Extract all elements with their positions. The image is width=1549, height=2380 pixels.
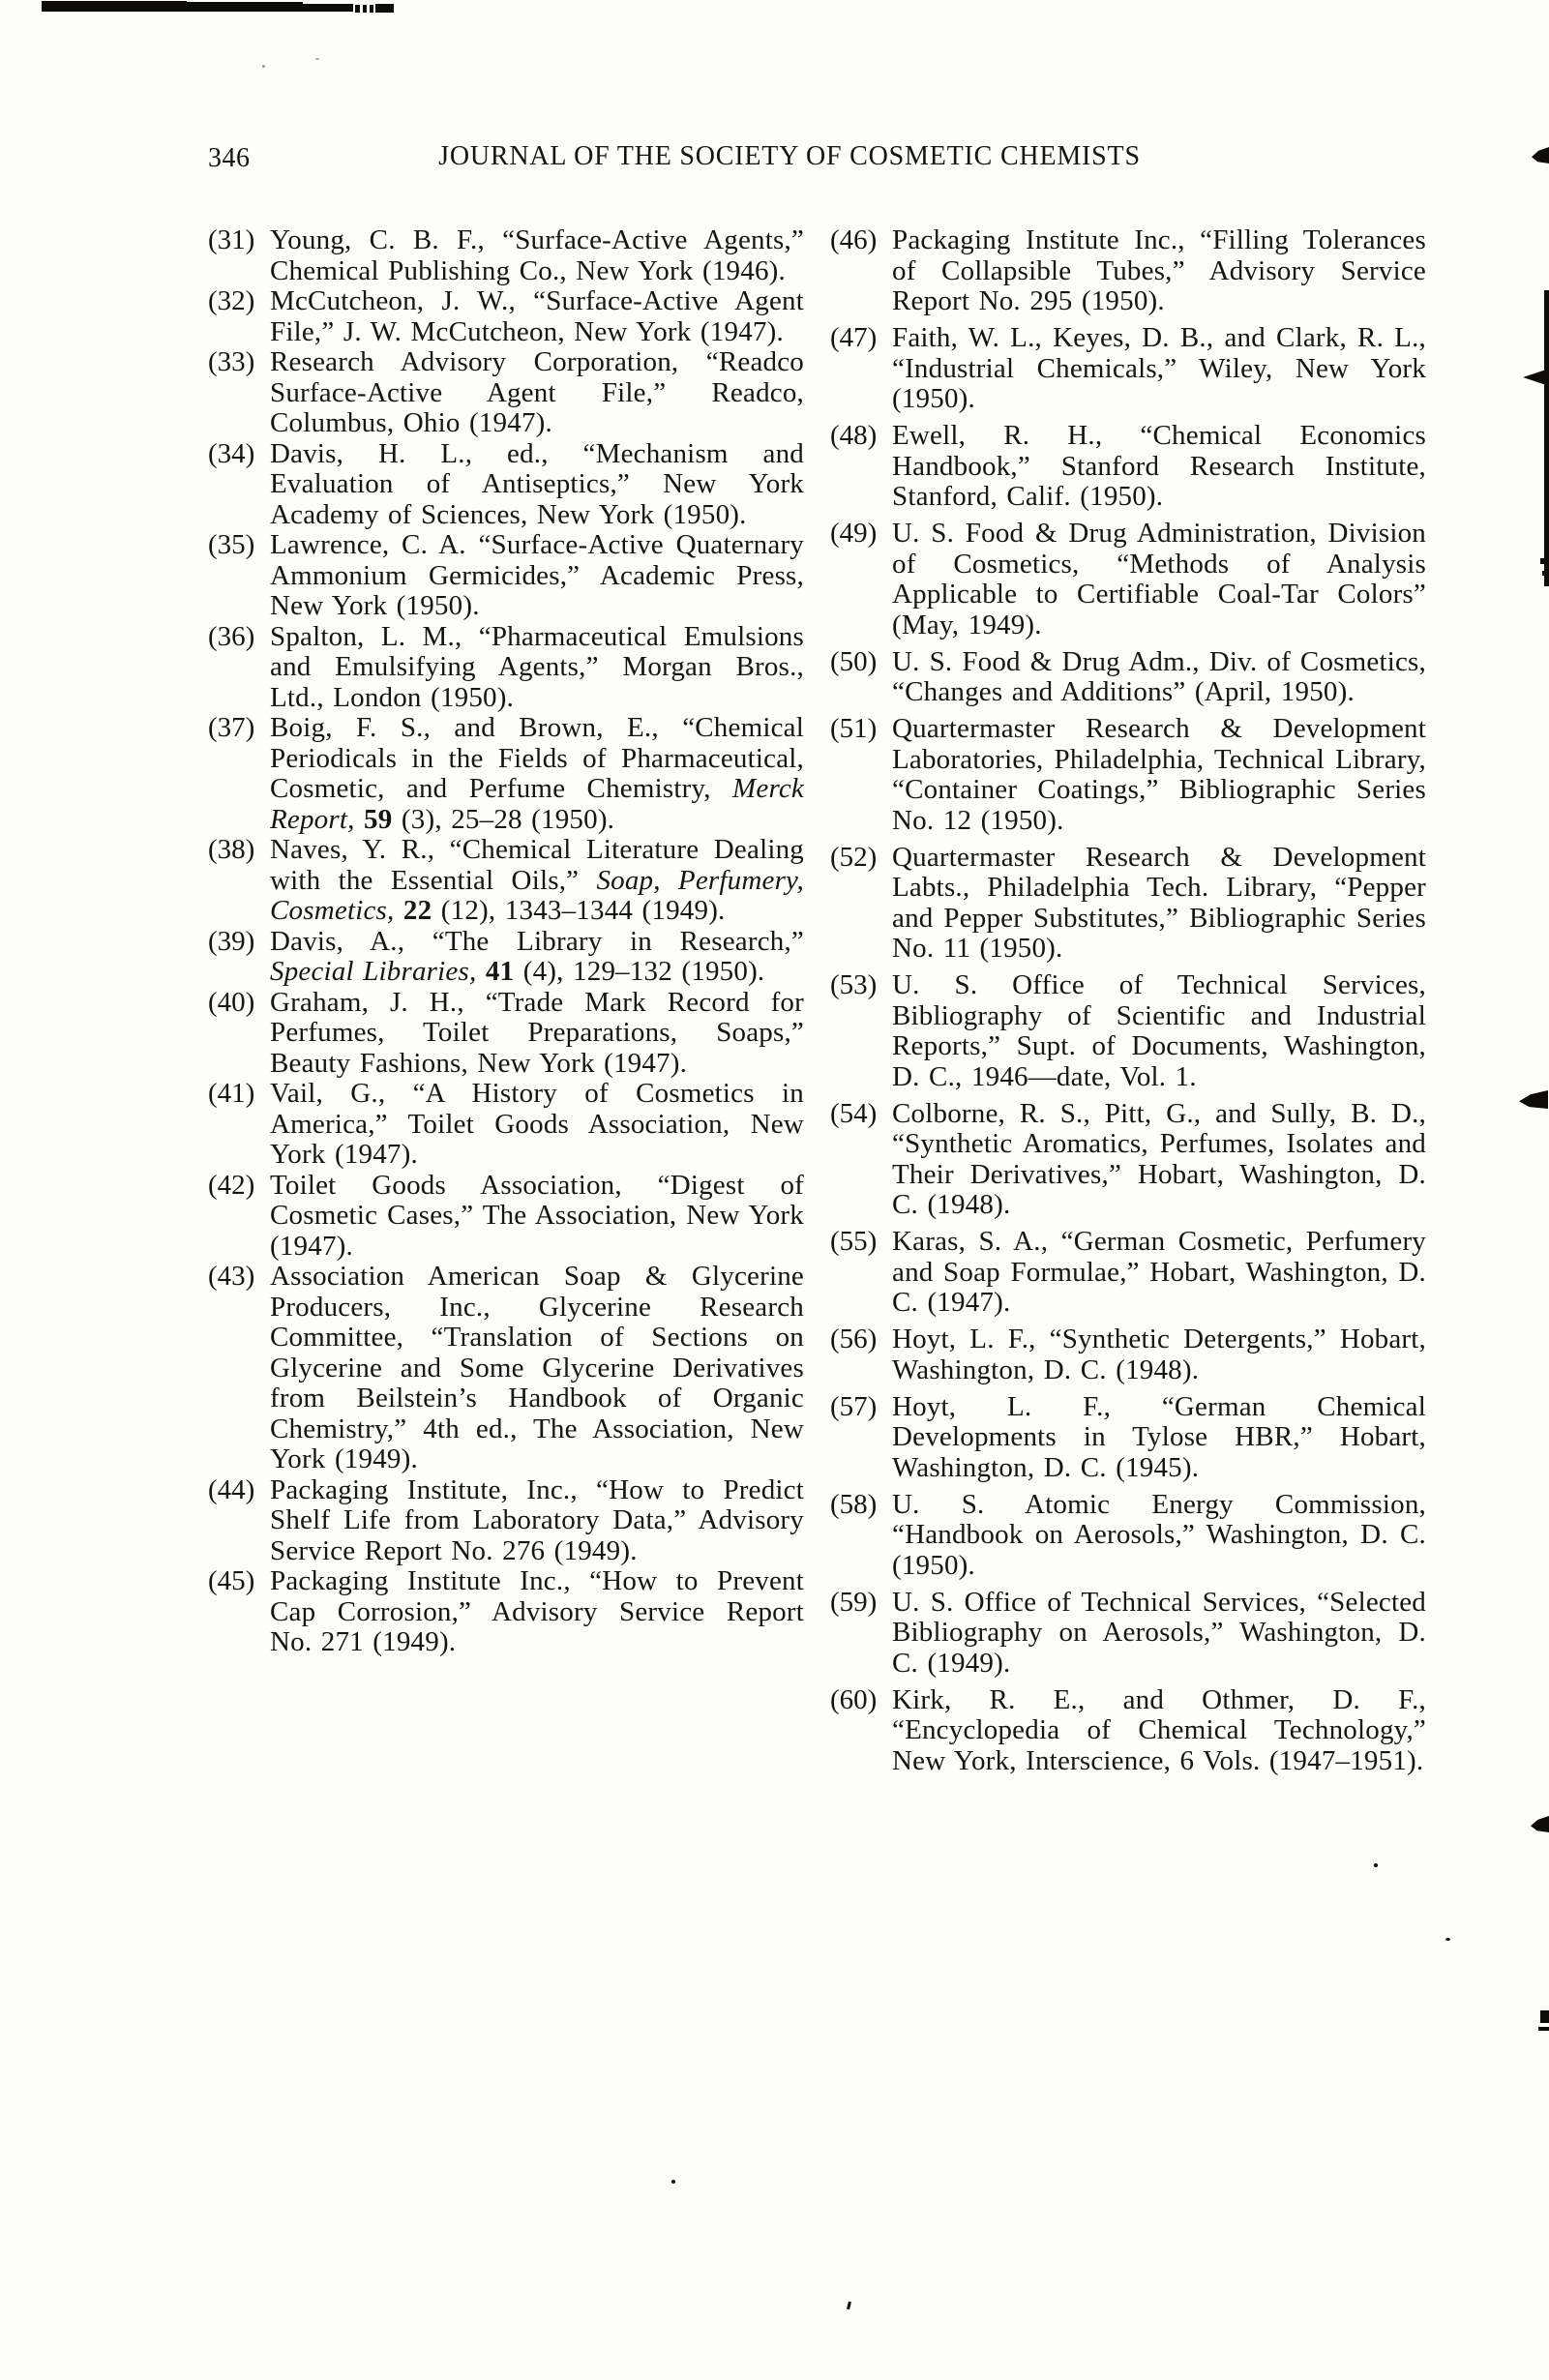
reference-text: Association American Soap & Glycerine Producers, Inc., Glycerine Research Committee, “Translation of Sections on Glycerine and Some Glycerine Derivatives from Beilstein’s Handbook of Organic Chemistry,” 4th ed., The Association, New York (1949). <box>270 1261 804 1474</box>
scan-speck <box>847 2302 851 2309</box>
reference-text <box>476 956 485 987</box>
reference-text <box>394 895 402 926</box>
reference-number: (59) <box>830 1586 878 1618</box>
scan-mark-bottom-right <box>1540 2010 1549 2023</box>
reference-text: 59 <box>364 803 393 835</box>
scan-speck <box>315 58 319 60</box>
reference-item <box>208 1566 804 1658</box>
reference-number: (47) <box>830 322 878 353</box>
scan-blob-mid-right <box>1519 1090 1548 1109</box>
reference-text: Graham, J. H., “Trade Mark Record for Perfumes, Toilet Preparations, Soaps,” Beauty Fashions, New York (1947). <box>270 986 804 1079</box>
reference-number: (31) <box>208 224 255 255</box>
reference-number: (53) <box>830 969 878 1000</box>
reference-number: (56) <box>830 1324 878 1354</box>
reference-text: Packaging Institute, Inc., “How to Predict Shelf Life from Laboratory Data,” Advisory Service Report No. 276 (1949). <box>270 1473 804 1566</box>
reference-text: Quartermaster Research & Development Laboratories, Philadelphia, Technical Library, “Container Coatings,” Bibliographic Series No. 12 (1950). <box>892 713 1426 836</box>
reference-number: (37) <box>208 712 255 743</box>
reference-text: Vail, G., “A History of Cosmetics in America,” Toilet Goods Association, New York (1947). <box>270 1078 804 1170</box>
reference-item <box>830 225 1426 317</box>
reference-number: (39) <box>208 925 255 957</box>
reference-item <box>830 1685 1426 1777</box>
reference-text: Merck Report, <box>270 773 804 835</box>
scan-speck <box>1374 1863 1378 1867</box>
reference-number: (42) <box>208 1169 255 1201</box>
reference-number: (33) <box>208 346 255 377</box>
reference-number: (49) <box>830 518 878 549</box>
scan-speck <box>262 65 265 68</box>
reference-item <box>830 1392 1426 1484</box>
reference-item <box>830 323 1426 415</box>
reference-number: (54) <box>830 1097 878 1129</box>
reference-text: Packaging Institute Inc., “Filling Tolerances of Collapsible Tubes,” Advisory Service Report No. 295 (1950). <box>892 224 1426 316</box>
reference-number: (55) <box>830 1226 878 1257</box>
reference-text: Packaging Institute Inc., “How to Prevent Cap Corrosion,” Advisory Service Report No. 271 (1949). <box>270 1565 804 1657</box>
scan-edge-dash-1 <box>1540 558 1549 564</box>
reference-number: (32) <box>208 285 255 316</box>
reference-text: Research Advisory Corporation, “Readco Surface-Active Agent File,” Readco, Columbus, Ohio (1947). <box>270 346 804 438</box>
reference-number: (40) <box>208 986 255 1018</box>
reference-text: Toilet Goods Association, “Digest of Cosmetic Cases,” The Association, New York (1947). <box>270 1169 804 1262</box>
reference-item <box>830 1324 1426 1385</box>
reference-text: Hoyt, L. F., “Synthetic Detergents,” Hobart, Washington, D. C. (1948). <box>892 1324 1426 1385</box>
reference-item <box>208 286 804 347</box>
reference-number: (34) <box>208 437 255 469</box>
reference-item <box>208 927 804 988</box>
reference-text: U. S. Office of Technical Services, Bibliography of Scientific and Industrial Reports,” Supt. of Documents, Washington, D. C., 1946—date, Vol. 1. <box>892 969 1426 1092</box>
reference-number: (57) <box>830 1390 878 1422</box>
reference-text: Boig, F. S., and Brown, E., “Chemical Periodicals in the Fields of Pharmaceutical, Cosmetic, and Perfume Chemistry, <box>270 712 804 804</box>
reference-text: 41 <box>485 956 515 987</box>
reference-number: (46) <box>830 224 878 255</box>
reference-item <box>830 1588 1426 1680</box>
reference-number: (60) <box>830 1683 878 1715</box>
page-number: 346 <box>208 143 251 173</box>
scan-edge-bar <box>1544 290 1549 586</box>
reference-text: U. S. Food & Drug Adm., Div. of Cosmetics, “Changes and Additions” (April, 1950). <box>892 645 1426 707</box>
reference-text: U. S. Office of Technical Services, “Selected Bibliography on Aerosols,” Washington, D. C. (1949). <box>892 1586 1426 1679</box>
reference-item <box>208 1475 804 1567</box>
reference-text: (3), 25–28 (1950). <box>392 803 615 835</box>
reference-item <box>830 970 1426 1092</box>
reference-item <box>830 421 1426 513</box>
reference-number: (35) <box>208 529 255 560</box>
reference-item <box>830 1099 1426 1221</box>
scan-speck <box>1445 1938 1450 1941</box>
reference-number: (36) <box>208 620 255 652</box>
references-column-left <box>208 225 804 1658</box>
reference-item <box>208 439 804 531</box>
reference-text: Quartermaster Research & Development Labts., Philadelphia Tech. Library, “Pepper and Pepper Substitutes,” Bibliographic Series No. 11 (1950). <box>892 841 1426 964</box>
reference-item <box>830 647 1426 708</box>
scan-artifact-top-bar <box>42 1 394 14</box>
reference-item <box>208 622 804 714</box>
reference-text: McCutcheon, J. W., “Surface-Active Agent File,” J. W. McCutcheon, New York (1947). <box>270 285 804 347</box>
references-section <box>208 225 1427 1783</box>
references-column-right <box>830 225 1426 1783</box>
reference-item <box>208 530 804 622</box>
reference-text: U. S. Food & Drug Administration, Division of Cosmetics, “Methods of Analysis Applicable to Certifiable Coal-Tar Colors” (May, 1949). <box>892 518 1426 640</box>
reference-item <box>208 835 804 927</box>
reference-text: Lawrence, C. A. “Surface-Active Quaternary Ammonium Germicides,” Academic Press, New York (1950). <box>270 529 804 621</box>
reference-item <box>208 713 804 835</box>
reference-text: Faith, W. L., Keyes, D. B., and Clark, R. L., “Industrial Chemicals,” Wiley, New York (1950). <box>892 322 1426 414</box>
reference-item <box>208 1079 804 1171</box>
reference-item <box>208 1171 804 1263</box>
reference-text: (12), 1343–1344 (1949). <box>432 895 726 926</box>
reference-number: (38) <box>208 834 255 865</box>
reference-text: Young, C. B. F., “Surface-Active Agents,” Chemical Publishing Co., New York (1946). <box>270 224 804 286</box>
scan-speck <box>671 2180 675 2184</box>
reference-text: Karas, S. A., “German Cosmetic, Perfumery and Soap Formulae,” Hobart, Washington, D. C. (1947). <box>892 1226 1426 1318</box>
reference-number: (45) <box>208 1565 255 1596</box>
reference-number: (41) <box>208 1078 255 1109</box>
reference-item <box>208 1262 804 1475</box>
reference-text: Ewell, R. H., “Chemical Economics Handbook,” Stanford Research Institute, Stanford, Calif. (1950). <box>892 420 1426 512</box>
scan-blob-lower-right <box>1531 1816 1549 1832</box>
reference-text: Hoyt, L. F., “German Chemical Developments in Tylose HBR,” Hobart, Washington, D. C. (1945). <box>892 1390 1426 1483</box>
reference-item <box>830 1490 1426 1582</box>
reference-item <box>830 519 1426 640</box>
reference-text <box>355 804 364 835</box>
reference-text: Special Libraries, <box>270 956 477 987</box>
reference-number: (44) <box>208 1473 255 1505</box>
reference-text: 22 <box>402 895 432 926</box>
scan-blob-top-right <box>1532 147 1549 164</box>
reference-text: Naves, Y. R., “Chemical Literature Dealing with the Essential Oils,” <box>270 834 804 896</box>
reference-text: (4), 129–132 (1950). <box>514 956 765 987</box>
reference-text: Colborne, R. S., Pitt, G., and Sully, B. D., “Synthetic Aromatics, Perfumes, Isolates and Their Derivatives,” Hobart, Washington, D. C. (1948). <box>892 1097 1426 1220</box>
reference-text: Soap, Perfumery, Cosmetics, <box>270 864 804 926</box>
reference-text: Davis, A., “The Library in Research,” <box>270 925 804 957</box>
reference-item <box>830 843 1426 965</box>
reference-item <box>208 225 804 286</box>
reference-text: Davis, H. L., ed., “Mechanism and Evaluation of Antiseptics,” New York Academy of Sciences, New York (1950). <box>270 437 804 530</box>
reference-number: (52) <box>830 841 878 873</box>
reference-number: (50) <box>830 645 878 677</box>
reference-item <box>208 347 804 439</box>
reference-text: U. S. Atomic Energy Commission, “Handbook on Aerosols,” Washington, D. C. (1950). <box>892 1488 1426 1581</box>
scan-mark-bottom-right-dash <box>1538 2027 1549 2031</box>
reference-text: Spalton, L. M., “Pharmaceutical Emulsions and Emulsifying Agents,” Morgan Bros., Ltd., London (1950). <box>270 620 804 713</box>
scan-edge-dash-2 <box>1542 571 1549 576</box>
reference-item <box>830 714 1426 836</box>
reference-number: (48) <box>830 420 878 451</box>
reference-item <box>208 988 804 1080</box>
reference-number: (43) <box>208 1261 255 1292</box>
reference-item <box>830 1227 1426 1319</box>
journal-title: JOURNAL OF THE SOCIETY OF COSMETIC CHEMISTS <box>438 141 1141 171</box>
scan-edge-bar-arrow <box>1523 370 1546 385</box>
reference-text: Kirk, R. E., and Othmer, D. F., “Encyclopedia of Chemical Technology,” New York, Interscience, 6 Vols. (1947–1951). <box>892 1683 1426 1776</box>
reference-number: (51) <box>830 713 878 744</box>
reference-number: (58) <box>830 1488 878 1520</box>
